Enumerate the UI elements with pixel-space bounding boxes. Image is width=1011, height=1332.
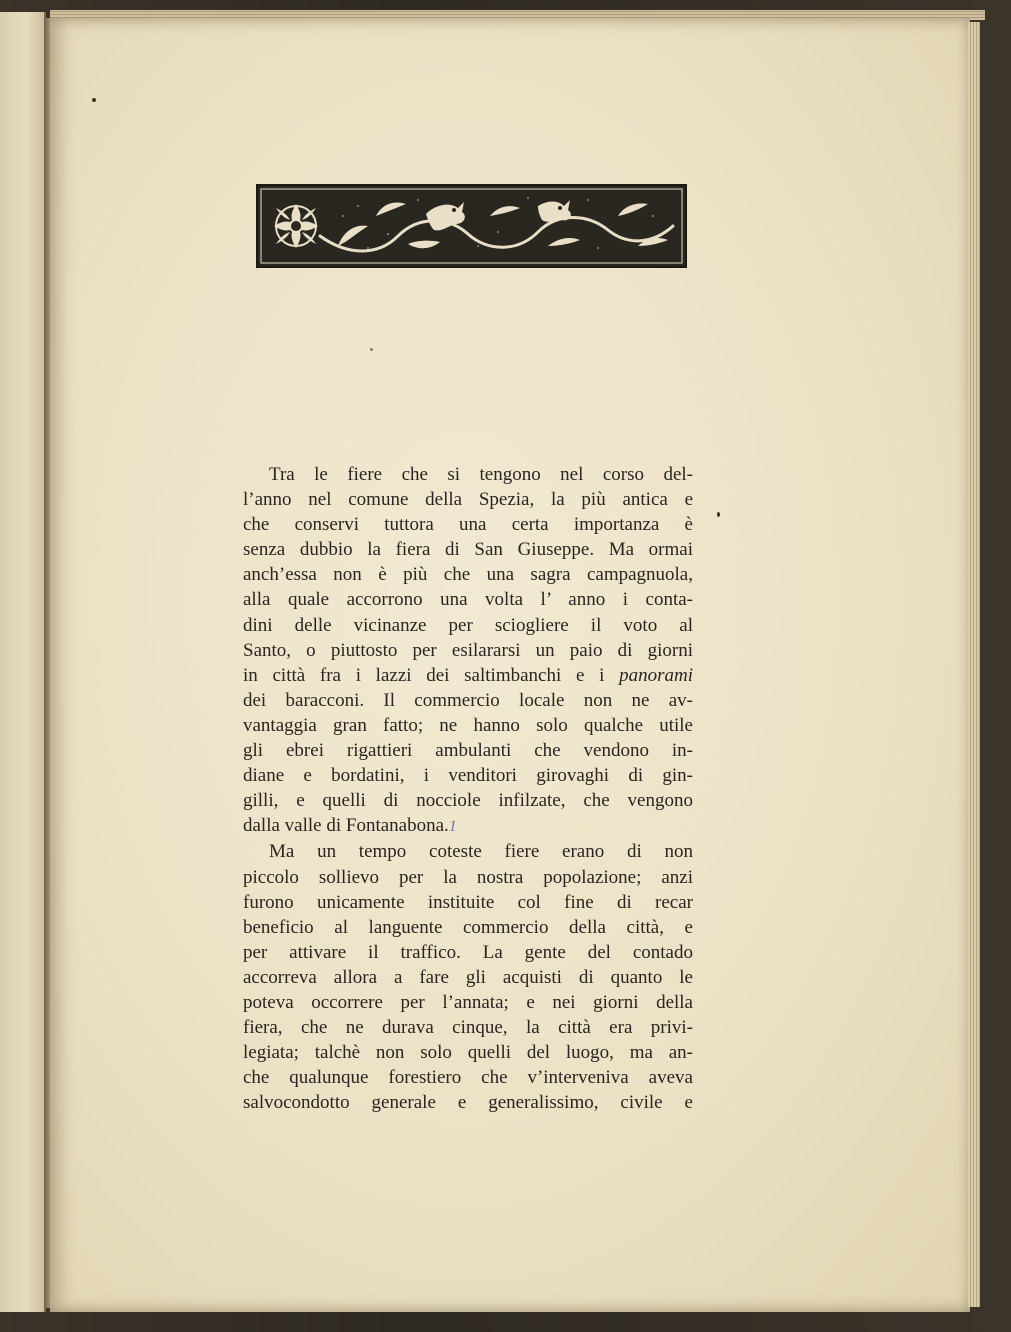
text-run: dalla valle di Fontanabona. [243,815,449,837]
text-line: senza dubbio la fiera di San Giuseppe. Ma ormai [243,539,693,561]
text-line: Santo, o piuttosto per esilararsi un paio di giorni [243,639,693,661]
floral-dragon-ornament-icon [256,184,687,268]
text-line: diane e bordatini, i venditori girovaghi di gin- [243,765,693,787]
text-line: l’anno nel comune della Spezia, la più antica e [243,489,693,511]
paper-speck [717,512,720,517]
text-line: accorreva allora a fare gli acquisti di quanto le [243,966,693,988]
text-line: gilli, e quelli di nocciole infilzate, che vengono [243,790,693,812]
facing-page-edge [0,12,46,1312]
text-line: furono unicamente instituite col fine di recar [243,891,693,913]
text-line [243,813,693,839]
text-line: Ma un tempo coteste fiere erano di non [269,841,693,863]
text-line: che qualunque forestiero che v’interveniva aveva [243,1067,693,1089]
body-text [243,462,693,1115]
text-line: poteva occorrere per l’annata; e nei giorni della [243,991,693,1013]
text-line: dei baracconi. Il commercio locale non ne av- [243,689,693,711]
text-line: piccolo sollievo per la nostra popolazione; anzi [243,866,693,888]
text-line: anch’essa non è più che una sagra campagnuola, [243,564,693,586]
text-line: dini delle vicinanze per sciogliere il voto al [243,614,693,636]
text-line: alla quale accorrono una volta l’ anno i conta- [243,589,693,611]
text-line: Tra le fiere che si tengono nel corso del- [269,464,693,485]
pencil-annotation: 1 [448,818,457,836]
text-run: in città fra i lazzi dei saltimbanchi e i [243,664,620,686]
text-line: fiera, che ne durava cinque, la città era privi- [243,1017,693,1039]
text-line: beneficio al languente commercio della città, e [243,916,693,938]
text-line: vantaggia gran fatto; ne hanno solo qualche utile [243,714,693,736]
paper-speck [370,348,373,351]
text-line: che conservi tuttora una certa importanza è [243,514,693,536]
text-line: gli ebrei rigattieri ambulanti che vendono in- [243,740,693,762]
page-stack-edges [968,22,980,1307]
italic-word: panorami [619,664,693,686]
text-line [243,663,693,688]
paper-speck [92,98,96,102]
text-line: salvocondotto generale e generalissimo, civile e [243,1092,693,1114]
text-line: per attivare il traffico. La gente del contado [243,941,693,963]
text-line: legiata; talchè non solo quelli del luogo, ma an- [243,1042,693,1064]
